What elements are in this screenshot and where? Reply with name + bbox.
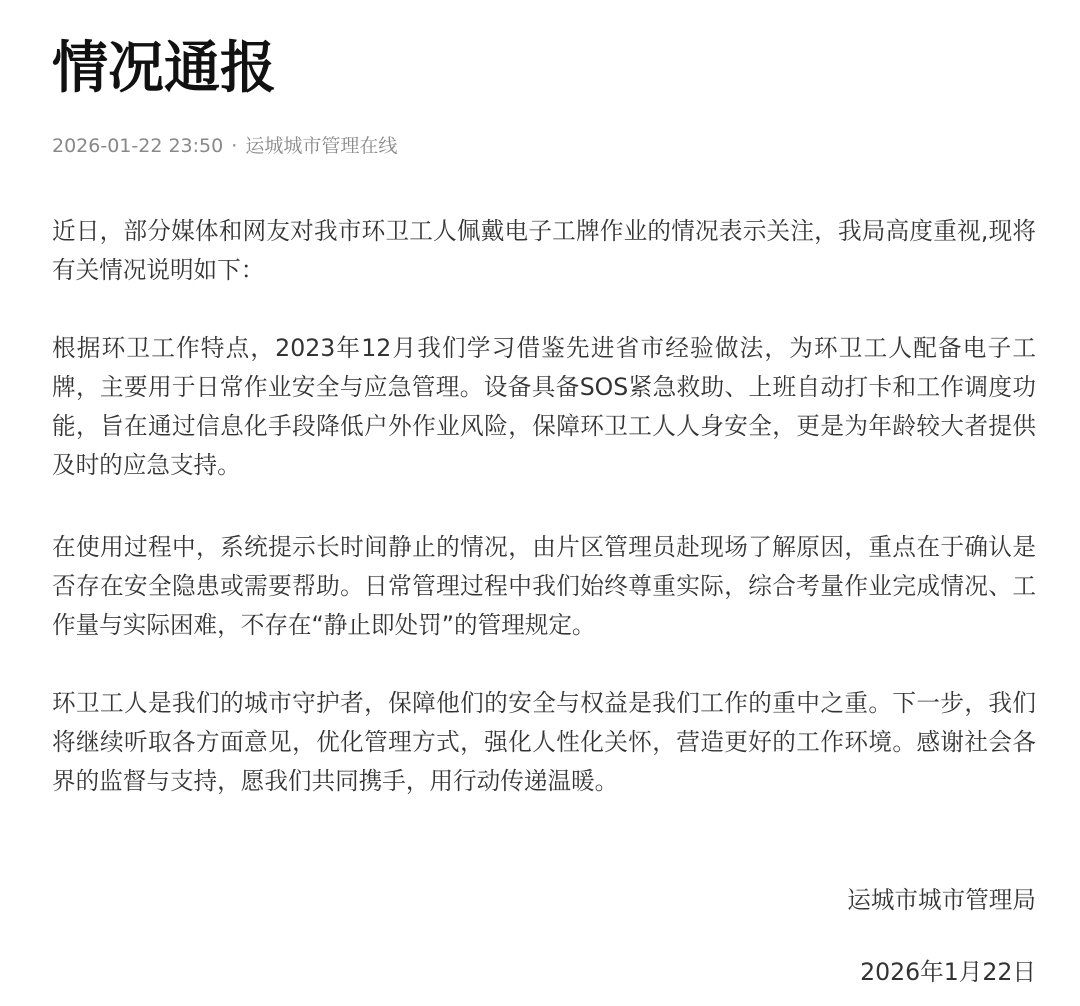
source-account[interactable]: 运城城市管理在线: [245, 135, 398, 157]
issuer-signature: 运城市城市管理局: [847, 886, 1036, 914]
publish-datetime: 2026-01-22 23:50: [52, 135, 224, 157]
issue-date: 2026年1月22日: [860, 958, 1036, 986]
article-meta: [52, 132, 397, 160]
paragraph-usage: 在使用过程中，系统提示长时间静止的情况，由片区管理员赴现场了解原因，重点在于确认是否存在安全隐患或需要帮助。日常管理过程中我们始终尊重实际，综合考量作业完成情况、工作量与实际困难，不存在“静止即处罚”的管理规定。: [52, 533, 1036, 639]
paragraph-conclusion: 环卫工人是我们的城市守护者，保障他们的安全与权益是我们工作的重中之重。下一步，我们将继续听取各方面意见，优化管理方式，强化人性化关怀，营造更好的工作环境。感谢社会各界的监督与支持，愿我们共同携手，用行动传递温暖。: [52, 689, 1036, 795]
paragraph-intro: 近日，部分媒体和网友对我市环卫工人佩戴电子工牌作业的情况表示关注，我局高度重视,现将有关情况说明如下：: [52, 217, 1036, 284]
page-title: 情况通报: [52, 36, 276, 101]
meta-separator: ·: [231, 135, 238, 157]
paragraph-background: 根据环卫工作特点，2023年12月我们学习借鉴先进省市经验做法，为环卫工人配备电子工牌，主要用于日常作业安全与应急管理。设备具备SOS紧急救助、上班自动打卡和工作调度功能，旨在通过信息化手段降低户外作业风险，保障环卫工人人身安全，更是为年龄较大者提供及时的应急支持。: [52, 334, 1036, 479]
